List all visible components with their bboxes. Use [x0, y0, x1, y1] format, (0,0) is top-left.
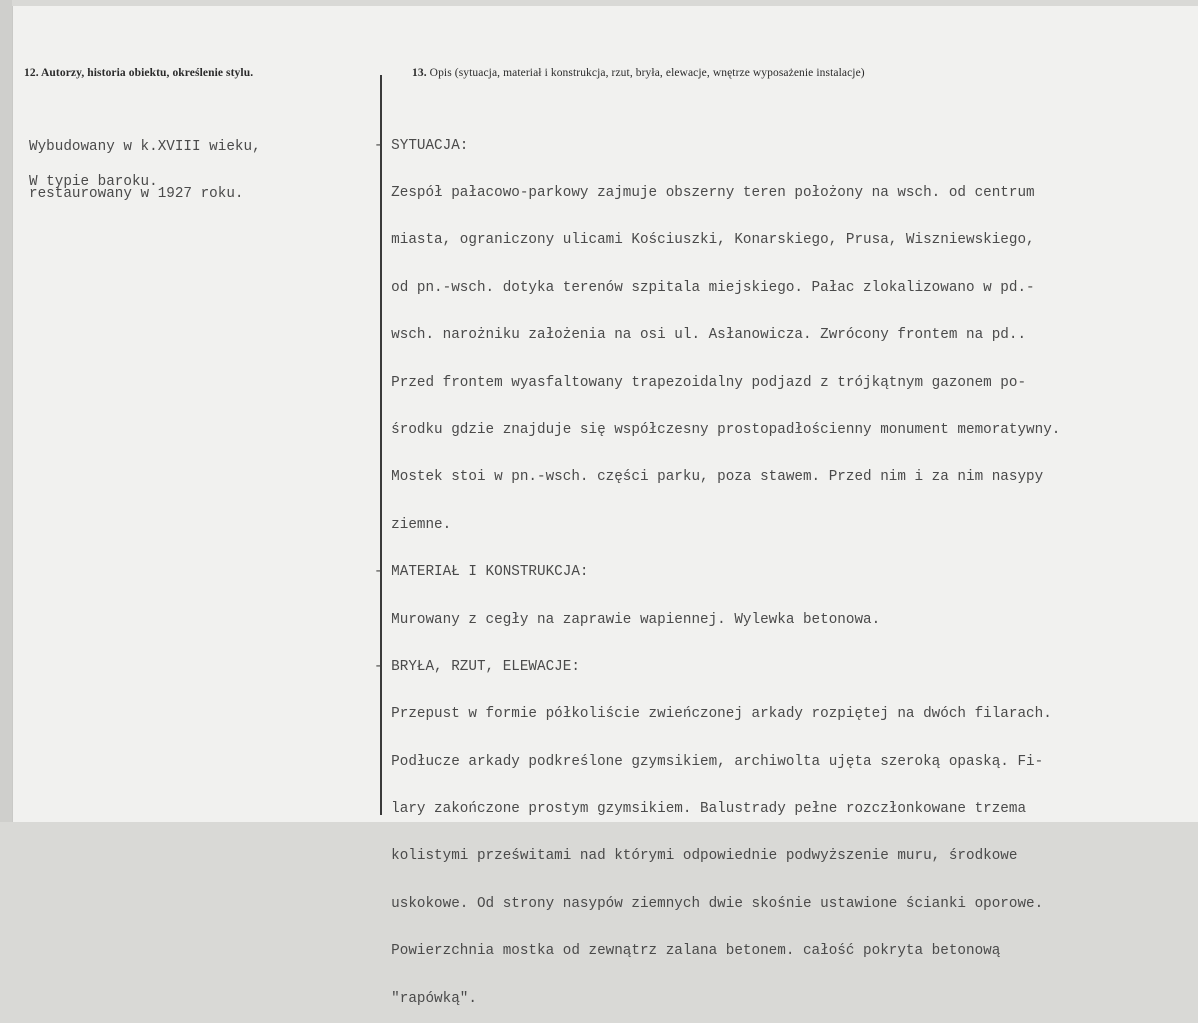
description-line: Przepust w formie półkoliście zwieńczonej arkady rozpiętej na dwóch filarach.: [374, 706, 1052, 723]
heading-bryla: - BRYŁA, RZUT, ELEWACJE:: [374, 658, 580, 675]
section-13-title: Opis (sytuacja, materiał i konstrukcja, rzut, bryła, elewacje, wnętrze wyposażenie instalacje): [429, 67, 865, 79]
style-text: W typie baroku.: [29, 174, 158, 190]
description-line: Mostek stoi w pn.-wsch. części parku, poza stawem. Przed nim i za nim nasypy: [374, 469, 1044, 486]
history-line: Wybudowany w k.XVIII wieku,: [29, 138, 261, 155]
section-13-number: 13.: [412, 67, 427, 79]
description-line: kolistymi prześwitami nad którymi odpowiednie podwyższenie muru, środkowe: [374, 848, 1018, 865]
description-line: Powierzchnia mostka od zewnątrz zalana betonem. całość pokryta betonową: [374, 943, 1001, 960]
description-line: lary zakończone prostym gzymsikiem. Balustrady pełne rozczłonkowane trzema: [374, 801, 1027, 818]
description-line: uskokowe. Od strony nasypów ziemnych dwie skośnie ustawione ścianki oporowe.: [374, 895, 1044, 912]
description-line: "rapówką".: [374, 990, 477, 1007]
description-line: miasta, ograniczony ulicami Kościuszki, Konarskiego, Prusa, Wiszniewskiego,: [374, 232, 1035, 249]
description-line: ziemne.: [374, 516, 452, 533]
section-13-header: [412, 67, 865, 79]
description-text: [374, 107, 1060, 1023]
description-line: Zespół pałacowo-parkowy zajmuje obszerny teren położony na wsch. od centrum: [374, 184, 1035, 201]
history-line: restaurowany w 1927 roku.: [29, 185, 244, 202]
description-line: Podłucze arkady podkreślone gzymsikiem, archiwolta ujęta szeroką opaską. Fi-: [374, 753, 1044, 770]
description-line: środku gdzie znajduje się współczesny prostopadłościenny monument memoratywny.: [374, 421, 1061, 438]
description-line: wsch. narożniku założenia na osi ul. Asłanowicza. Zwrócony frontem na pd..: [374, 327, 1027, 344]
description-line: od pn.-wsch. dotyka terenów szpitala miejskiego. Pałac zlokalizowano w pd.-: [374, 279, 1035, 296]
heading-sytuacja: - SYTUACJA:: [374, 137, 469, 154]
description-line: Murowany z cegły na zaprawie wapiennej. Wylewka betonowa.: [374, 611, 881, 628]
description-line: Przed frontem wyasfaltowany trapezoidalny podjazd z trójkątnym gazonem po-: [374, 374, 1027, 391]
heading-material: - MATERIAŁ I KONSTRUKCJA:: [374, 564, 589, 581]
section-12-header: 12. Autorzy, historia obiektu, określenie stylu.: [24, 67, 254, 79]
history-text: [29, 108, 261, 219]
scan-edge: [0, 0, 12, 822]
